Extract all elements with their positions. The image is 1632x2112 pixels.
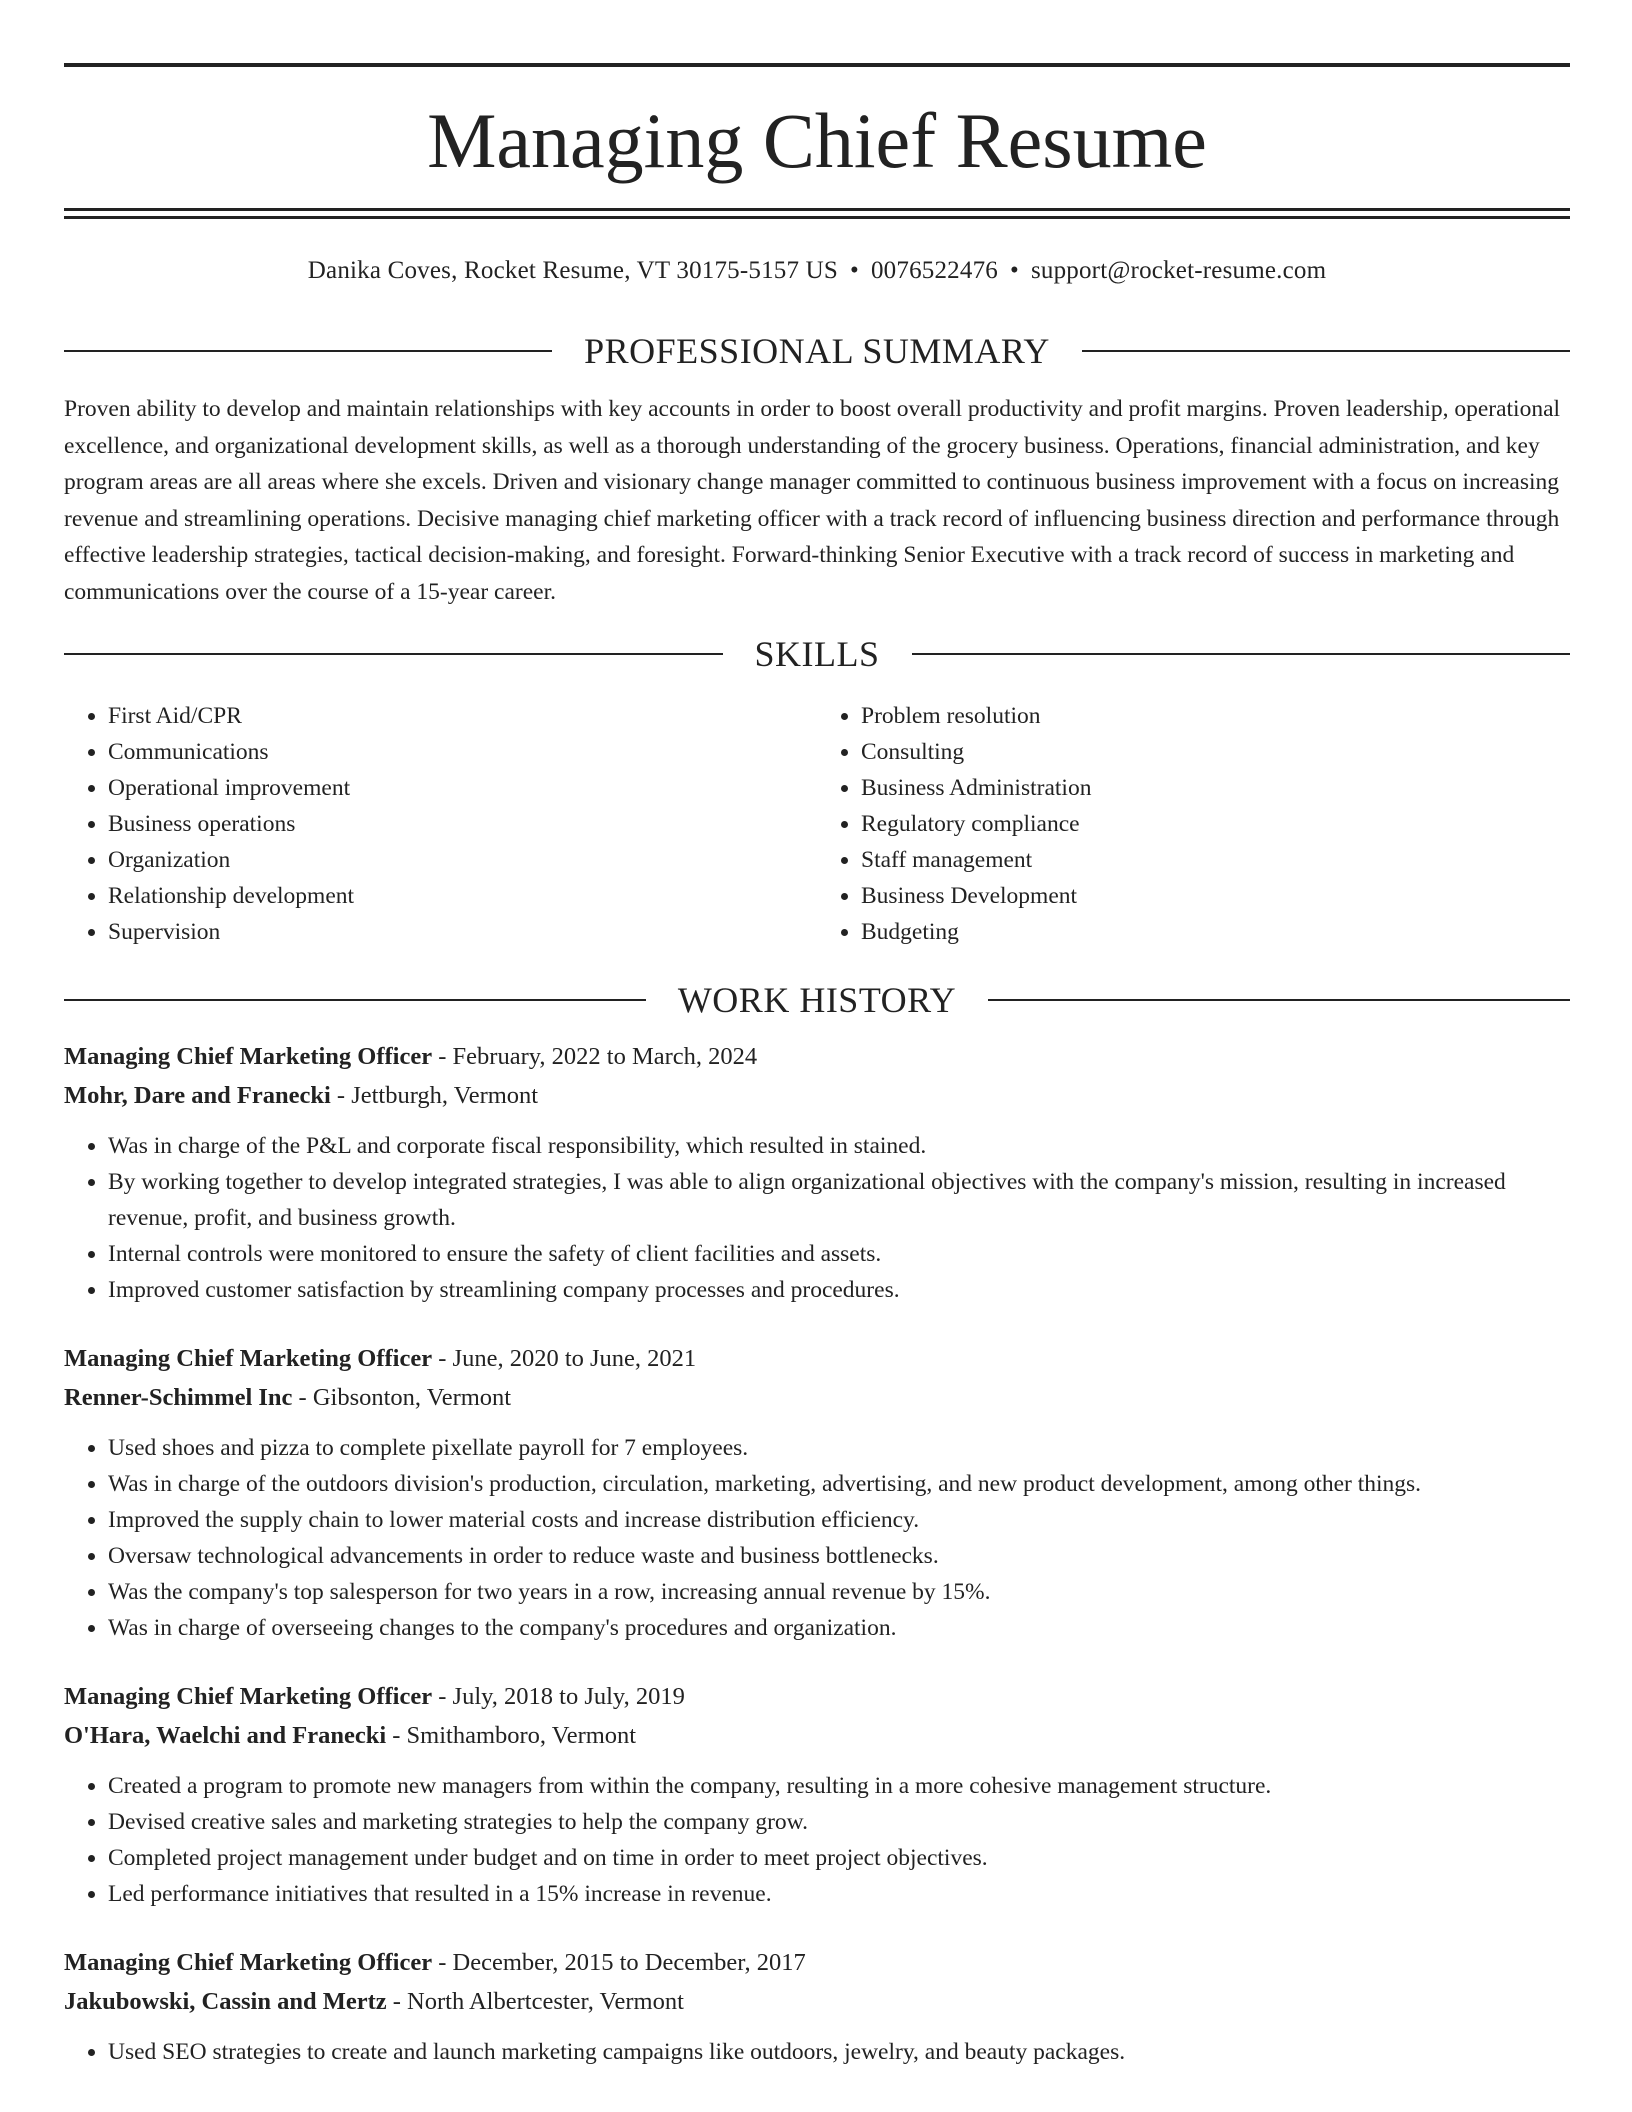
job-location: - Jettburgh, Vermont xyxy=(330,1081,539,1109)
work-history-heading xyxy=(64,980,1570,1020)
summary-text: Proven ability to develop and maintain relationships with key accounts in order to boost overall productivity and profit margins. Proven leadership, operational excellence, and organizational development skills, as well as a thorough understanding of the grocery business. Operations, financial administration, and key program areas are all areas where she excels. Driven and visionary change manager committed to continuous business improvement with a focus on increasing revenue and streamlining operations. Decisive managing chief marketing officer with a track record of influencing business direction and performance through effective leadership strategies, tactical decision-making, and foresight. Forward-thinking Senior Executive with a track record of success in marketing and communications over the course of a 15-year career. xyxy=(64,396,1561,605)
contact-separator: • xyxy=(1009,257,1019,284)
skill-item: • Communications xyxy=(108,734,817,770)
skill-item: • Budgeting xyxy=(861,914,1570,950)
job-title-line xyxy=(64,1038,1570,1077)
job-title: Managing Chief Marketing Officer xyxy=(64,1683,433,1710)
job-company-line xyxy=(64,1717,1570,1756)
job-bullet: • Led performance initiatives that resulted in a 15% increase in revenue. xyxy=(108,1876,1570,1912)
heading-rule-right xyxy=(1082,350,1570,352)
job-company: O'Hara, Waelchi and Franecki xyxy=(64,1721,387,1749)
heading-rule-left xyxy=(64,999,646,1001)
contact-separator: • xyxy=(850,257,859,284)
job-bullet: • Oversaw technological advancements in order to reduce waste and business bottlenecks. xyxy=(108,1538,1570,1574)
skills-column-left xyxy=(64,698,817,950)
title-double-rule xyxy=(64,208,1570,219)
job-bullet: • Used shoes and pizza to complete pixellate payroll for 7 employees. xyxy=(108,1430,1570,1466)
job-bullet: • Improved customer satisfaction by streamlining company processes and procedures. xyxy=(108,1272,1570,1308)
job-entry xyxy=(64,1038,1570,1308)
job-entry xyxy=(64,1944,1570,2070)
contact-address: Danika Coves, Rocket Resume, VT 30175-5157 US xyxy=(307,257,839,284)
job-title: Managing Chief Marketing Officer xyxy=(64,1043,433,1070)
job-location: - Smithamboro, Vermont xyxy=(386,1721,637,1749)
job-entry xyxy=(64,1678,1570,1912)
job-company: Renner-Schimmel Inc xyxy=(64,1383,293,1411)
skills-list xyxy=(64,698,1570,950)
job-bullet: • Improved the supply chain to lower material costs and increase distribution efficiency. xyxy=(108,1502,1570,1538)
job-bullet: • Created a program to promote new managers from within the company, resulting in a more cohesive management structure. xyxy=(108,1768,1570,1804)
job-bullets xyxy=(64,1128,1570,1308)
work-history-list xyxy=(64,1038,1570,2070)
skills-column-right xyxy=(817,698,1570,950)
job-title-line xyxy=(64,1944,1570,1983)
job-bullet: • Internal controls were monitored to ensure the safety of client facilities and assets. xyxy=(108,1236,1570,1272)
job-title-line xyxy=(64,1340,1570,1379)
skill-item: • Organization xyxy=(108,842,817,878)
skill-item: • Regulatory compliance xyxy=(861,806,1570,842)
skill-item: • Relationship development xyxy=(108,878,817,914)
skill-item: • Supervision xyxy=(108,914,817,950)
resume-title: Managing Chief Resume xyxy=(427,97,1207,184)
job-bullets xyxy=(64,1430,1570,1646)
skill-item: • Problem resolution xyxy=(861,698,1570,734)
job-company-line xyxy=(64,1983,1570,2022)
heading-rule-right xyxy=(988,999,1570,1001)
skill-item: • Staff management xyxy=(861,842,1570,878)
job-dates: - December, 2015 to December, 2017 xyxy=(432,1949,806,1976)
heading-rule-left xyxy=(64,350,552,352)
skill-item: • Operational improvement xyxy=(108,770,817,806)
job-bullet: • Was in charge of the P&L and corporate fiscal responsibility, which resulted in stained. xyxy=(108,1128,1570,1164)
job-bullet: • Was in charge of the outdoors division's production, circulation, marketing, advertising, and new product development, among other things. xyxy=(108,1466,1570,1502)
skills-heading xyxy=(64,634,1570,674)
job-dates: - February, 2022 to March, 2024 xyxy=(432,1043,758,1070)
job-entry xyxy=(64,1340,1570,1646)
job-bullet: • Was the company's top salesperson for two years in a row, increasing annual revenue by 15%. xyxy=(108,1574,1570,1610)
skill-item: • First Aid/CPR xyxy=(108,698,817,734)
job-bullets xyxy=(64,2034,1570,2070)
heading-rule-right xyxy=(912,653,1571,655)
job-bullet: • Completed project management under budget and on time in order to meet project objectives. xyxy=(108,1840,1570,1876)
top-rule xyxy=(64,63,1570,67)
contact-email: support@rocket-resume.com xyxy=(1030,257,1327,284)
work-history-heading-label: WORK HISTORY xyxy=(677,980,957,1020)
skill-item: • Consulting xyxy=(861,734,1570,770)
contact-phone: 0076522476 xyxy=(870,257,998,284)
job-company-line xyxy=(64,1379,1570,1418)
job-company: Jakubowski, Cassin and Mertz xyxy=(64,1987,387,2015)
job-bullet: • Used SEO strategies to create and launch marketing campaigns like outdoors, jewelry, and beauty packages. xyxy=(108,2034,1570,2070)
skill-item: • Business operations xyxy=(108,806,817,842)
job-bullet: • Devised creative sales and marketing strategies to help the company grow. xyxy=(108,1804,1570,1840)
job-dates: - June, 2020 to June, 2021 xyxy=(432,1345,697,1372)
job-company: Mohr, Dare and Franecki xyxy=(64,1081,331,1109)
summary-heading-label: PROFESSIONAL SUMMARY xyxy=(584,331,1050,371)
resume-page xyxy=(64,63,1570,2070)
job-location: - North Albertcester, Vermont xyxy=(386,1987,684,2015)
job-title: Managing Chief Marketing Officer xyxy=(64,1949,433,1976)
job-dates: - July, 2018 to July, 2019 xyxy=(432,1683,685,1710)
heading-rule-left xyxy=(64,653,723,655)
contact-line xyxy=(64,256,1570,286)
job-title-line xyxy=(64,1678,1570,1717)
skill-item: • Business Administration xyxy=(861,770,1570,806)
job-company-line xyxy=(64,1077,1570,1116)
job-bullet: • By working together to develop integrated strategies, I was able to align organizational objectives with the company's mission, resulting in increased revenue, profit, and business growth. xyxy=(108,1164,1570,1236)
skills-heading-label: SKILLS xyxy=(754,634,880,674)
job-title: Managing Chief Marketing Officer xyxy=(64,1345,433,1372)
job-bullets xyxy=(64,1768,1570,1912)
job-bullet: • Was in charge of overseeing changes to the company's procedures and organization. xyxy=(108,1610,1570,1646)
job-location: - Gibsonton, Vermont xyxy=(292,1383,512,1411)
skill-item: • Business Development xyxy=(861,878,1570,914)
summary-heading xyxy=(64,331,1570,371)
